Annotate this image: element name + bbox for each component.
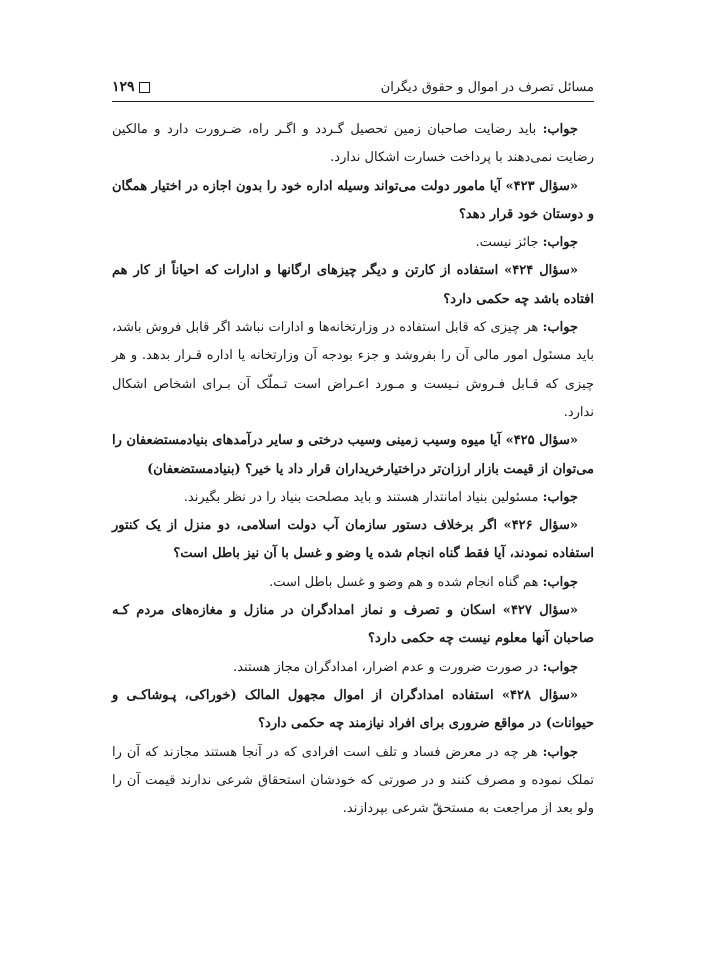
question-paragraph: «سؤال ۴۲۵» آیا میوه وسیب زمینی وسیب درختی و سایر درآمدهای بنیادمستضعفان را می‌توان از قیمت بازار ارزان‌تر دراختیارخریداران قرار داد یا خیر؟ (بنیادمستضعفان) — [112, 433, 594, 477]
question-paragraph: «سؤال ۴۲۷» اسکان و تصرف و نماز امدادگران در منازل و مغازه‌های مردم کـه صاحبان آنها معلوم نیست چه حکمی دارد؟ — [112, 603, 594, 647]
answer-paragraph — [112, 654, 594, 682]
answer-paragraph — [112, 314, 594, 427]
question-paragraph: «سؤال ۴۲۶» اگر برخلاف دستور سازمان آب دولت اسلامی، دو منزل از یک کنتور استفاده نمودند، آیا فقط گناه انجام شده یا وضو و غسل با آن نیز باطل است؟ — [112, 518, 594, 562]
square-ornament-icon — [139, 82, 150, 93]
answer-paragraph — [112, 739, 594, 824]
page-number: ۱۲۹ — [112, 79, 135, 95]
answer-paragraph — [112, 569, 594, 597]
answer-label: جواب: — [542, 744, 578, 760]
answer-label: جواب: — [542, 489, 578, 505]
chapter-title: مسائل تصرف در اموال و حقوق دیگران — [380, 79, 594, 95]
answer-text: جائز نیست. — [475, 235, 539, 251]
answer-label: جواب: — [542, 574, 578, 590]
answer-label: جواب: — [542, 320, 578, 336]
answer-text: مسئولین بنیاد امانتدار هستند و باید مصلحت بنیاد را در نظر بگیرند. — [183, 489, 539, 505]
answer-label: جواب: — [542, 122, 578, 137]
answer-label: جواب: — [542, 235, 578, 251]
answer-text: باید رضایت صاحبان زمین تحصیل گـردد و اگـر راه، ضـرورت دارد و مالکین رضایت نمی‌دهند با پرداخت خسارت اشکال ندارد. — [112, 122, 594, 166]
answer-text: در صورت ضرورت و عدم اضرار، امدادگران مجاز هستند. — [233, 659, 539, 675]
question-paragraph: «سؤال ۴۲۸» استفاده امدادگران از اموال مجهول المالک (خوراکی، پـوشاکـی و حیوانات) در مواقع ضروری برای افراد نیازمند چه حکمی دارد؟ — [112, 687, 594, 732]
answer-label: جواب: — [542, 659, 578, 675]
page-number-block — [112, 79, 150, 95]
page-body — [112, 116, 594, 823]
running-header — [112, 76, 594, 98]
answer-text: هم گناه انجام شده و هم وضو و غسل باطل است. — [269, 574, 539, 590]
answer-text: هر چه در معرض فساد و تلف است افرادی که در آنجا هستند مجازند که آن را تملک نموده و مصرف کنند و در صورتی که خودشان استحقاق شرعی ندارند قیمت آن را ولو بعد از مراجعت به مستحقّ شرعی بپردازند. — [112, 744, 594, 817]
question-paragraph: «سؤال ۴۲۴» استفاده از کارتن و دیگر چیزهای ارگانها و ادارات که احیاناً از کار هم افتاده باشد چه حکمی دارد؟ — [112, 263, 594, 307]
answer-paragraph — [112, 116, 594, 173]
answer-text: هر چیزی که قابل استفاده در وزارتخانه‌ها و ادارات نباشد اگر قابل فروش باشد، باید مسئول امور مالی آن را بفروشد و جزء بودجه آن وزارتخانه یا اداره قـرار بدهد. و هر چیزی که قـابل فـروش نـیست و مـورد اعـراض است تـملّک آن بـرای اشخاص اشکال ندارد. — [112, 320, 594, 420]
header-rule — [112, 101, 594, 102]
question-paragraph: «سؤال ۴۲۳» آیا مامور دولت می‌تواند وسیله اداره خود را بدون اجازه در اختیار همگان و دوستان خود قرار دهد؟ — [112, 178, 594, 222]
answer-paragraph — [112, 484, 594, 512]
answer-paragraph — [112, 229, 594, 257]
